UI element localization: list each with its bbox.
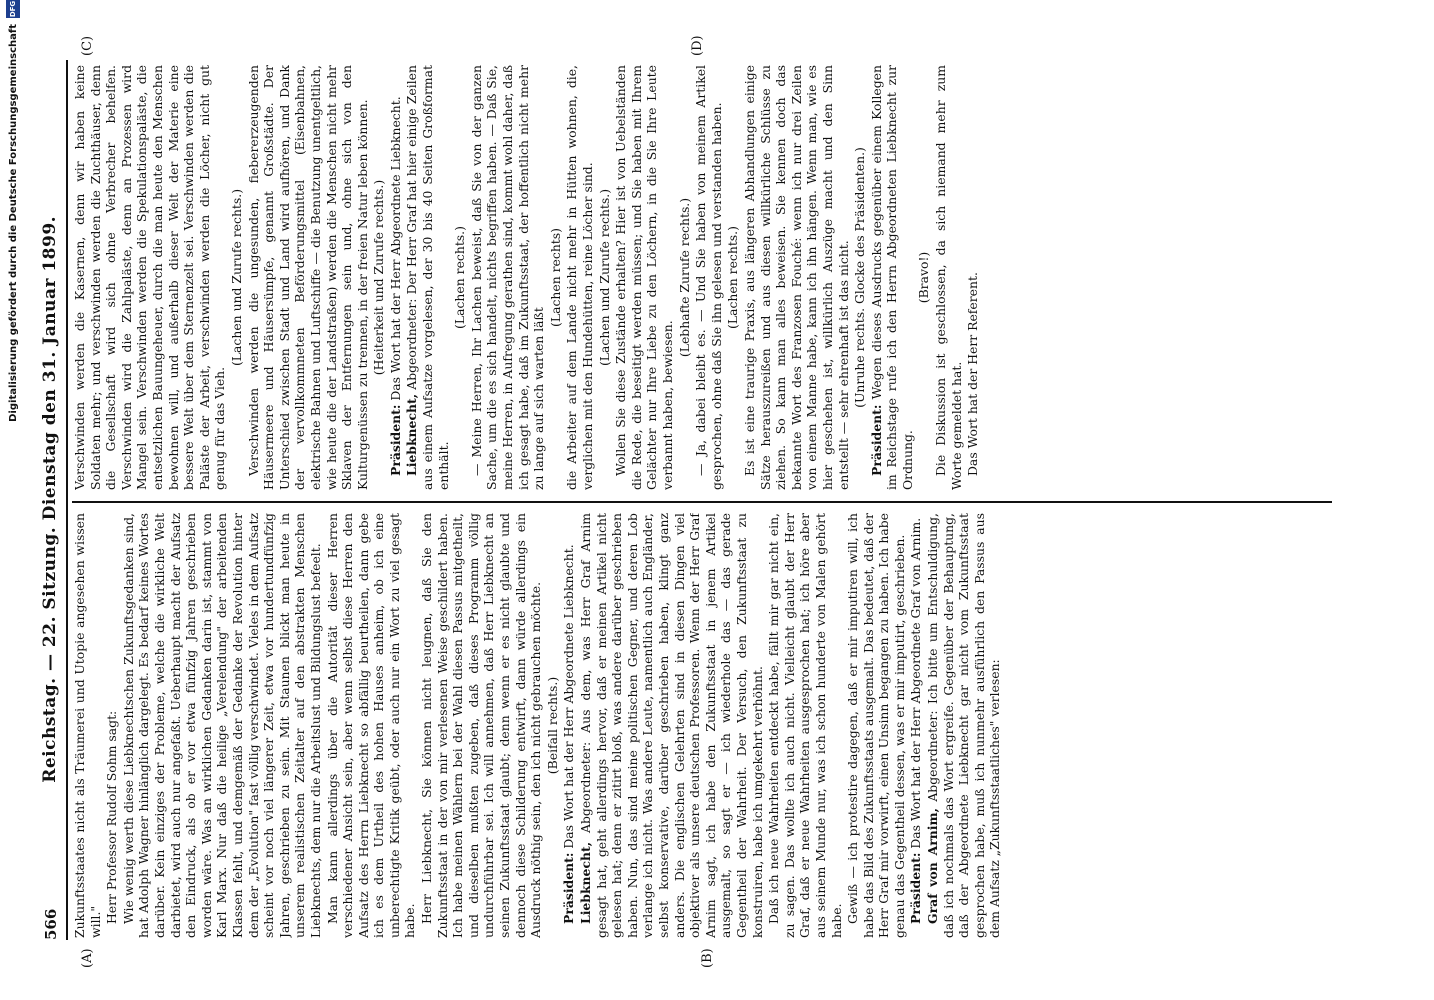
paragraph-text: (Lachen rechts.) [725,226,741,329]
paragraph-text: Es ist eine traurige Praxis, aus längeren Abhandlungen einige Sätze herauszureißen und aus diesen willkürliche Schlüsse zu ziehen. So kann man alles beweisen. Sie kennen doch das bekannte Wort des Franzosen Fouché: wenn ich nur drei Zeilen von einem Manne habe, kann ich ihn hängen. Wenn man, wie es hier geschehen ist, willkürlich Auszüge macht und den Sinn entstellt — sehr ehrenhaft ist das nicht. [741,65,851,490]
speech-paragraph [908,513,924,938]
text-paragraph [325,513,419,938]
speaker-name: Liebknecht, [404,393,420,476]
text-paragraph [72,65,228,490]
margin-letter-b: (B) [700,948,715,968]
paragraph-text: Wollen Sie diese Zustände erhalten? Hier ist von Uebelständen die Rede, die beseitigt werden müssen; und Sie haben mit Ihrem Gelächter nur Ihre Liebe zu den Löchern, in die Sie Ihre Leute verbannt haben, bewiesen. [613,65,675,490]
text-paragraph [469,65,547,490]
paragraph-text: — Meine Herren, Ihr Lachen beweist, daß Sie von der ganzen Sache, um die es sich handelt, nichts begriffen haben. — Daß Sie, meine Herren, in Aufregung gerathen sind, kommt wohl daher, daß ich gesagt habe, daß im Zukunftsstaat, der hoffentlich nicht mehr zu lange auf sich warten läßt [468,65,547,490]
paragraph-text: (Lachen rechts) [547,228,563,327]
text-paragraph [246,65,371,490]
paragraph-text: Verschwinden werden die ungesunden, fiebererzeugenden Häusermeere und Häusersümpfe, genannt Großstädte. Der Unterschied zwischen Stadt und Land wird aufhören, und Dank der vervollkommneten Beförderungsmittel (Eisenbahnen, elektrische Bahnen und Luftschiffe — die Benutzung unentgeltlich, wie heute die der Landstraßen) werden die Menschen nicht mehr Sklaven der Entfernungen sein und, ohne sich von den Kulturgenüssen zu trennen, in der freien Natur leben können. [245,65,370,490]
paragraph-text: (Lebhafte Zurufe rechts.) [676,197,692,358]
speech-paragraph [404,65,451,490]
paragraph-text: (Heiterkeit und Zurufe rechts.) [371,179,387,376]
interjection [852,65,868,490]
speaker-name: Präsident: [561,852,577,924]
paragraph-text: Man kann allerdings über die Autorität dieser Herren verschiedener Ansicht sein, aber wenn selbst diese Herren den Aufsatz des Herrn Liebknecht so abfällig beurtheilen, dann gebe ich es dem Urtheil des hohen Hauses anheim, ob ich eine unberechtigte Kritik geübt, oder auch nur ein Wort zu viel gesagt habe. [324,513,418,938]
text-paragraph [965,65,981,490]
text-paragraph [419,513,544,938]
paragraph-text: — Ja, dabei bleibt es. — Und Sie haben von meinem Artikel gesprochen, ohne daß Sie ihn gelesen und verstanden haben. [693,65,724,490]
margin-letter-d: (D) [690,35,705,56]
margin-letter-a: (A) [80,948,95,968]
paragraph-text: Wegen dieses Ausdrucks gegenüber einem Kollegen im Reichstage rufe ich den Herrn Abgeordneten Liebknecht zur Ordnung. [868,65,915,490]
interjection [548,65,564,490]
paragraph-text: Das Wort hat der Herr Referent. [965,272,981,476]
left-column [72,513,1332,938]
speaker-name: Präsident: [908,852,924,924]
text-paragraph [845,513,907,938]
paragraph-text: Wie wenig werth diese Liebknechtschen Zukunftsgedanken sind, hat Adolph Wagner hinlänglich dargelegt. Es bedarf keines Wortes darüber. Kein einziges der Probleme, welche die wirkliche Welt darbietet, wird auch nur angefaßt. Ueberhaupt macht der Aufsatz den Eindruck, als ob er vor etwa fünfzig Jahren geschrieben worden wäre. Was an wirklichen Gedanken darin ist, stammt von Karl Marx. Nur daß die heilige „Verelendung" der arbeitenden Klassen fehlt, und demgemäß der Gedanke der Revolution hinter dem der „Evolution" fast völlig verschwindet. Vieles in dem Aufsatz scheint vor noch viel längerer Zeit, etwa vor hundertundfünfzig Jahren, geschrieben zu sein. Mit Staunen blickt man heute in unserem realistischen Zeitalter auf den abstrakten Menschen Liebknechts, dem nur die Arbeitslust und Bildungslust befeelt. [120,513,323,938]
paragraph-text: Das Wort hat der Herr Abgeordnete Graf von Arnim. [908,517,924,853]
paragraph-text: (Lachen und Zurufe rechts.) [228,188,244,367]
paragraph-text: (Beifall rechts.) [544,676,560,775]
paragraph-text: Herr Liebknecht, Sie können nicht leugnen, daß Sie den Zukunftsstaat in der von mir verlesenen Weise geschildert haben. Ich habe meinen Wählern bei der Wahl diesen Passus mitgetheilt, und dieselben mußten zugeben, daß dieses Programm völlig undurchführbar sei. Ich will annehmen, daß Herr Liebknecht an seinen Zukunftsstaat glaubt; denn wenn er es nicht glaubte und dennoch diese Schilderung entwirft, dann würde allerdings ein Ausdruck nöthig sein, den ich nicht gebrauchen möchte. [419,513,544,938]
text-paragraph [72,513,103,938]
paragraph-text: Herr Professor Rudolf Sohm sagt: [104,710,120,924]
paragraph-text: Verschwinden werden die Kasernen, denn wir haben keine Soldaten mehr; und verschwinden werden die Zuchthäuser, denn die Gesellschaft wird sich ohne Verbrecher behelfen. Verschwinden wird die Zahlpaläste, denn an Prozessen wird Mangel sein. Verschwinden werden die Spekulationspaläste, die entsetzlichen Bauungeheuer, durch die man heute den Menschen bewohnen will, und außerhalb dieser Welt der Materie eine bessere Welt über dem Sternenzelt sei. Verschwinden werden die Paläste der Arbeit, verschwinden werden die Löcher, nicht gut genug für das Vieh. [72,65,228,490]
speech-paragraph [561,513,577,938]
paragraph-text: Das Wort hat der Herr Abgeordnete Liebknecht. [387,96,403,405]
page-title: Reichstag. — 22. Sitzung. Dienstag den 31. Januar 1899. [40,215,60,783]
interjection [452,65,468,490]
speech-paragraph [925,513,1003,938]
paragraph-text: Abgeordneter: Der Herr Graf hat hier einige Zeilen aus einem Aufsatze vorgelesen, der 30 bis 40 Seiten Großformat enthält. [404,65,451,490]
page-header [20,60,60,940]
interjection [677,65,693,490]
interjection [725,65,741,490]
digitization-credit: Digitalisierung gefördert durch die Deutsche Forschungsgemeinschaft [7,24,19,422]
page-number: 566 [42,908,60,940]
column-divider [72,501,1332,503]
paragraph-text: Zukunftsstaates nicht als Träumerei und Utopie angesehen wissen will." [72,513,103,938]
paragraph-text: Abgeordneter: Aus dem, was Herr Graf Arnim gesagt hat, geht allerdings hervor, daß er meinen Artikel nicht gelesen hat; denn er zitirt bloß, was andere darüber geschrieben haben. Nun, das sind meine politischen Gegner, und deren Lob verlange ich nicht. Was andere Leute, namentlich auch Engländer, selbst konservative, darüber geschrieben haben, klingt ganz anders. Die englischen Gelehrten sind in diesen Dingen viel objektiver als unsere deutschen Professoren. Wenn der Herr Graf Arnim sagt, ich habe den Zukunftsstaat in jenem Artikel ausgemalt, so sagt er — ich wiederhole das — das gerade Gegentheil der Wahrheit. Der Versuch, den Zukunftsstaat zu konstruiren, habe ich umgekehrt verhöhnt. [578,513,765,938]
right-column [72,65,1332,490]
paragraph-text: Die Diskussion ist geschlossen, da sich niemand mehr zum Worte gemeldet hat. [933,65,964,490]
speaker-name: Liebknecht, [578,841,593,924]
paragraph-text: (Bravo!) [916,251,932,304]
speech-paragraph [869,65,916,490]
speech-paragraph [388,65,404,490]
interjection [371,65,387,490]
paragraph-text: Das Wort hat der Herr Abgeordnete Liebknecht. [561,544,577,853]
paragraph-text: (Lachen und Zurufe rechts.) [596,188,612,367]
interjection [597,65,613,490]
text-paragraph [742,65,851,490]
footer [2,0,24,1000]
paragraph-text: (Unruhe rechts. Glocke des Präsidenten.) [852,147,868,408]
interjection [916,65,932,490]
paragraph-text: Abgeordneter: Ich bitte um Entschuldigung, daß ich nochmals das Wort ergreife. Gegenüber der Behauptung, daß der Abgeordnete Liebknecht gar nicht vom Zukunftsstaat gesprochen habe, muß ich nunmehr ausführlich den Passus aus dem Aufsatz „Zukunftsstaatliches" verlesen: [925,513,1003,938]
speaker-name: Präsident: [868,404,884,476]
interjection [545,513,561,938]
speech-paragraph [578,513,765,938]
dfg-logo: DFG [6,0,20,18]
text-paragraph [766,513,844,938]
paragraph-text: Daß ich neue Wahrheiten entdeckt habe, fällt mir gar nicht ein, zu sagen. Das wollte ich auch nicht. Vielleicht glaubt der Herr Graf, daß er neue Wahrheiten ausgesprochen hat; ich höre aber aus seinem Munde nur, was ich schon hunderte von Malen gehört habe. [766,513,844,938]
paragraph-text: die Arbeiter auf dem Lande nicht mehr in Hütten wohnen, die, verglichen mit den Hundehütten, reine Löcher sind. [564,65,595,490]
paragraph-text: (Lachen rechts.) [452,226,468,329]
text-paragraph [613,65,675,490]
header-rule [66,60,68,940]
interjection [229,65,245,490]
text-paragraph [564,65,595,490]
text-paragraph [933,65,964,490]
margin-letter-c: (C) [80,35,95,56]
text-paragraph [121,513,324,938]
text-paragraph [104,513,120,938]
paragraph-text: Gewiß — ich protestire dagegen, daß er mir imputiren will, ich habe das Bild des Zukunftsstaats ausgemalt. Das bedeutet, daß der Herr Graf mir vorwirft, einen Unsinn begangen zu haben. Ich habe genau das Gegentheil dessen, was er mir imputirt, geschrieben. [845,513,907,938]
text-paragraph [693,65,724,490]
speaker-name: Graf von Arnim, [925,808,941,924]
speaker-name: Präsident: [387,404,403,476]
